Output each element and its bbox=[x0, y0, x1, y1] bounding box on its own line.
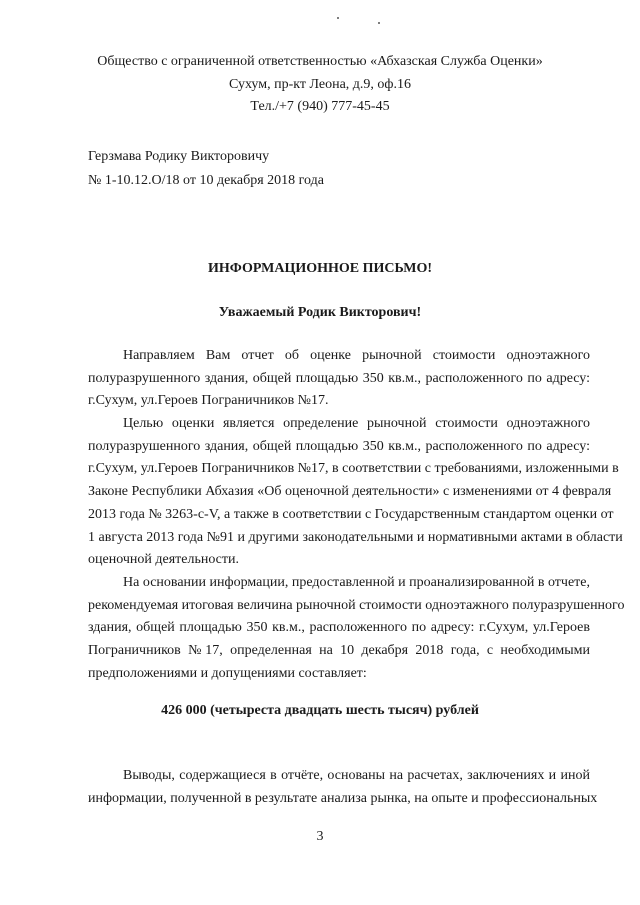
text-line: Пограничников №17, определенная на 10 декабря 2018 года, с необходимыми bbox=[88, 642, 590, 658]
paragraph-purpose bbox=[88, 413, 623, 572]
text-line: Направляем Вам отчет об оценке рыночной стоимости одноэтажного bbox=[123, 348, 590, 363]
text-line: Выводы, содержащиеся в отчёте, основаны на расчетах, заключениях и иной bbox=[123, 768, 590, 783]
paragraph-conclusion bbox=[88, 765, 598, 810]
text-line: Целью оценки является определение рыночной стоимости одноэтажного bbox=[123, 416, 590, 432]
text-line: информации, полученной в результате анализа рынка, на опыте и профессиональных bbox=[88, 790, 598, 806]
text-line: рекомендуемая итоговая величина рыночной стоимости одноэтажного полуразрушенного bbox=[88, 597, 625, 613]
text-line: г.Сухум, ул.Героев Пограничников №17. bbox=[88, 393, 329, 409]
text-line: полуразрушенного здания, общей площадью 350 кв.м., расположенного по адресу: bbox=[88, 438, 590, 454]
text-line: г.Сухум, ул.Героев Пограничников №17, в соответствии с требованиями, изложенными в bbox=[88, 461, 619, 477]
page-number: 3 bbox=[316, 829, 324, 844]
paragraph-report bbox=[88, 345, 590, 413]
reference-number: № 1-10.12.О/18 от 10 декабря 2018 года bbox=[88, 173, 324, 188]
letter-title: ИНФОРМАЦИОННОЕ ПИСЬМО! bbox=[208, 261, 432, 276]
org-address: Сухум, пр-кт Леона, д.9, оф.16 bbox=[228, 77, 412, 92]
text-line: оценочной деятельности. bbox=[88, 552, 240, 568]
scan-speck bbox=[337, 17, 339, 19]
scan-speck bbox=[378, 22, 380, 24]
letter-body bbox=[88, 345, 625, 685]
text-line: здания, общей площадью 350 кв.м., расположенного по адресу: г.Сухум, ул.Героев bbox=[88, 620, 590, 636]
org-name: Общество с ограниченной ответственностью «Абхазская Служба Оценки» bbox=[97, 54, 543, 69]
greeting: Уважаемый Родик Викторович! bbox=[218, 305, 422, 320]
recipient-name: Герзмава Родику Викторовичу bbox=[88, 149, 270, 164]
text-line: На основании информации, предоставленной и проанализированной в отчете, bbox=[123, 574, 590, 590]
org-phone: Тел./+7 (940) 777-45-45 bbox=[250, 99, 390, 114]
text-line: предположениями и допущениями составляет: bbox=[88, 665, 367, 681]
paragraph-basis bbox=[88, 572, 625, 685]
text-line: 2013 года № 3263-с-V, а также в соответствии с Государственным стандартом оценки от bbox=[88, 506, 614, 522]
valuation-amount: 426 000 (четыреста двадцать шесть тысяч) рублей bbox=[161, 703, 479, 718]
text-line: полуразрушенного здания, общей площадью 350 кв.м., расположенного по адресу: bbox=[88, 370, 590, 386]
text-line: Законе Республики Абхазия «Об оценочной деятельности» с изменениями от 4 февраля bbox=[88, 484, 612, 500]
text-line: 1 августа 2013 года №91 и другими законодательными и нормативными актами в области bbox=[88, 529, 623, 545]
